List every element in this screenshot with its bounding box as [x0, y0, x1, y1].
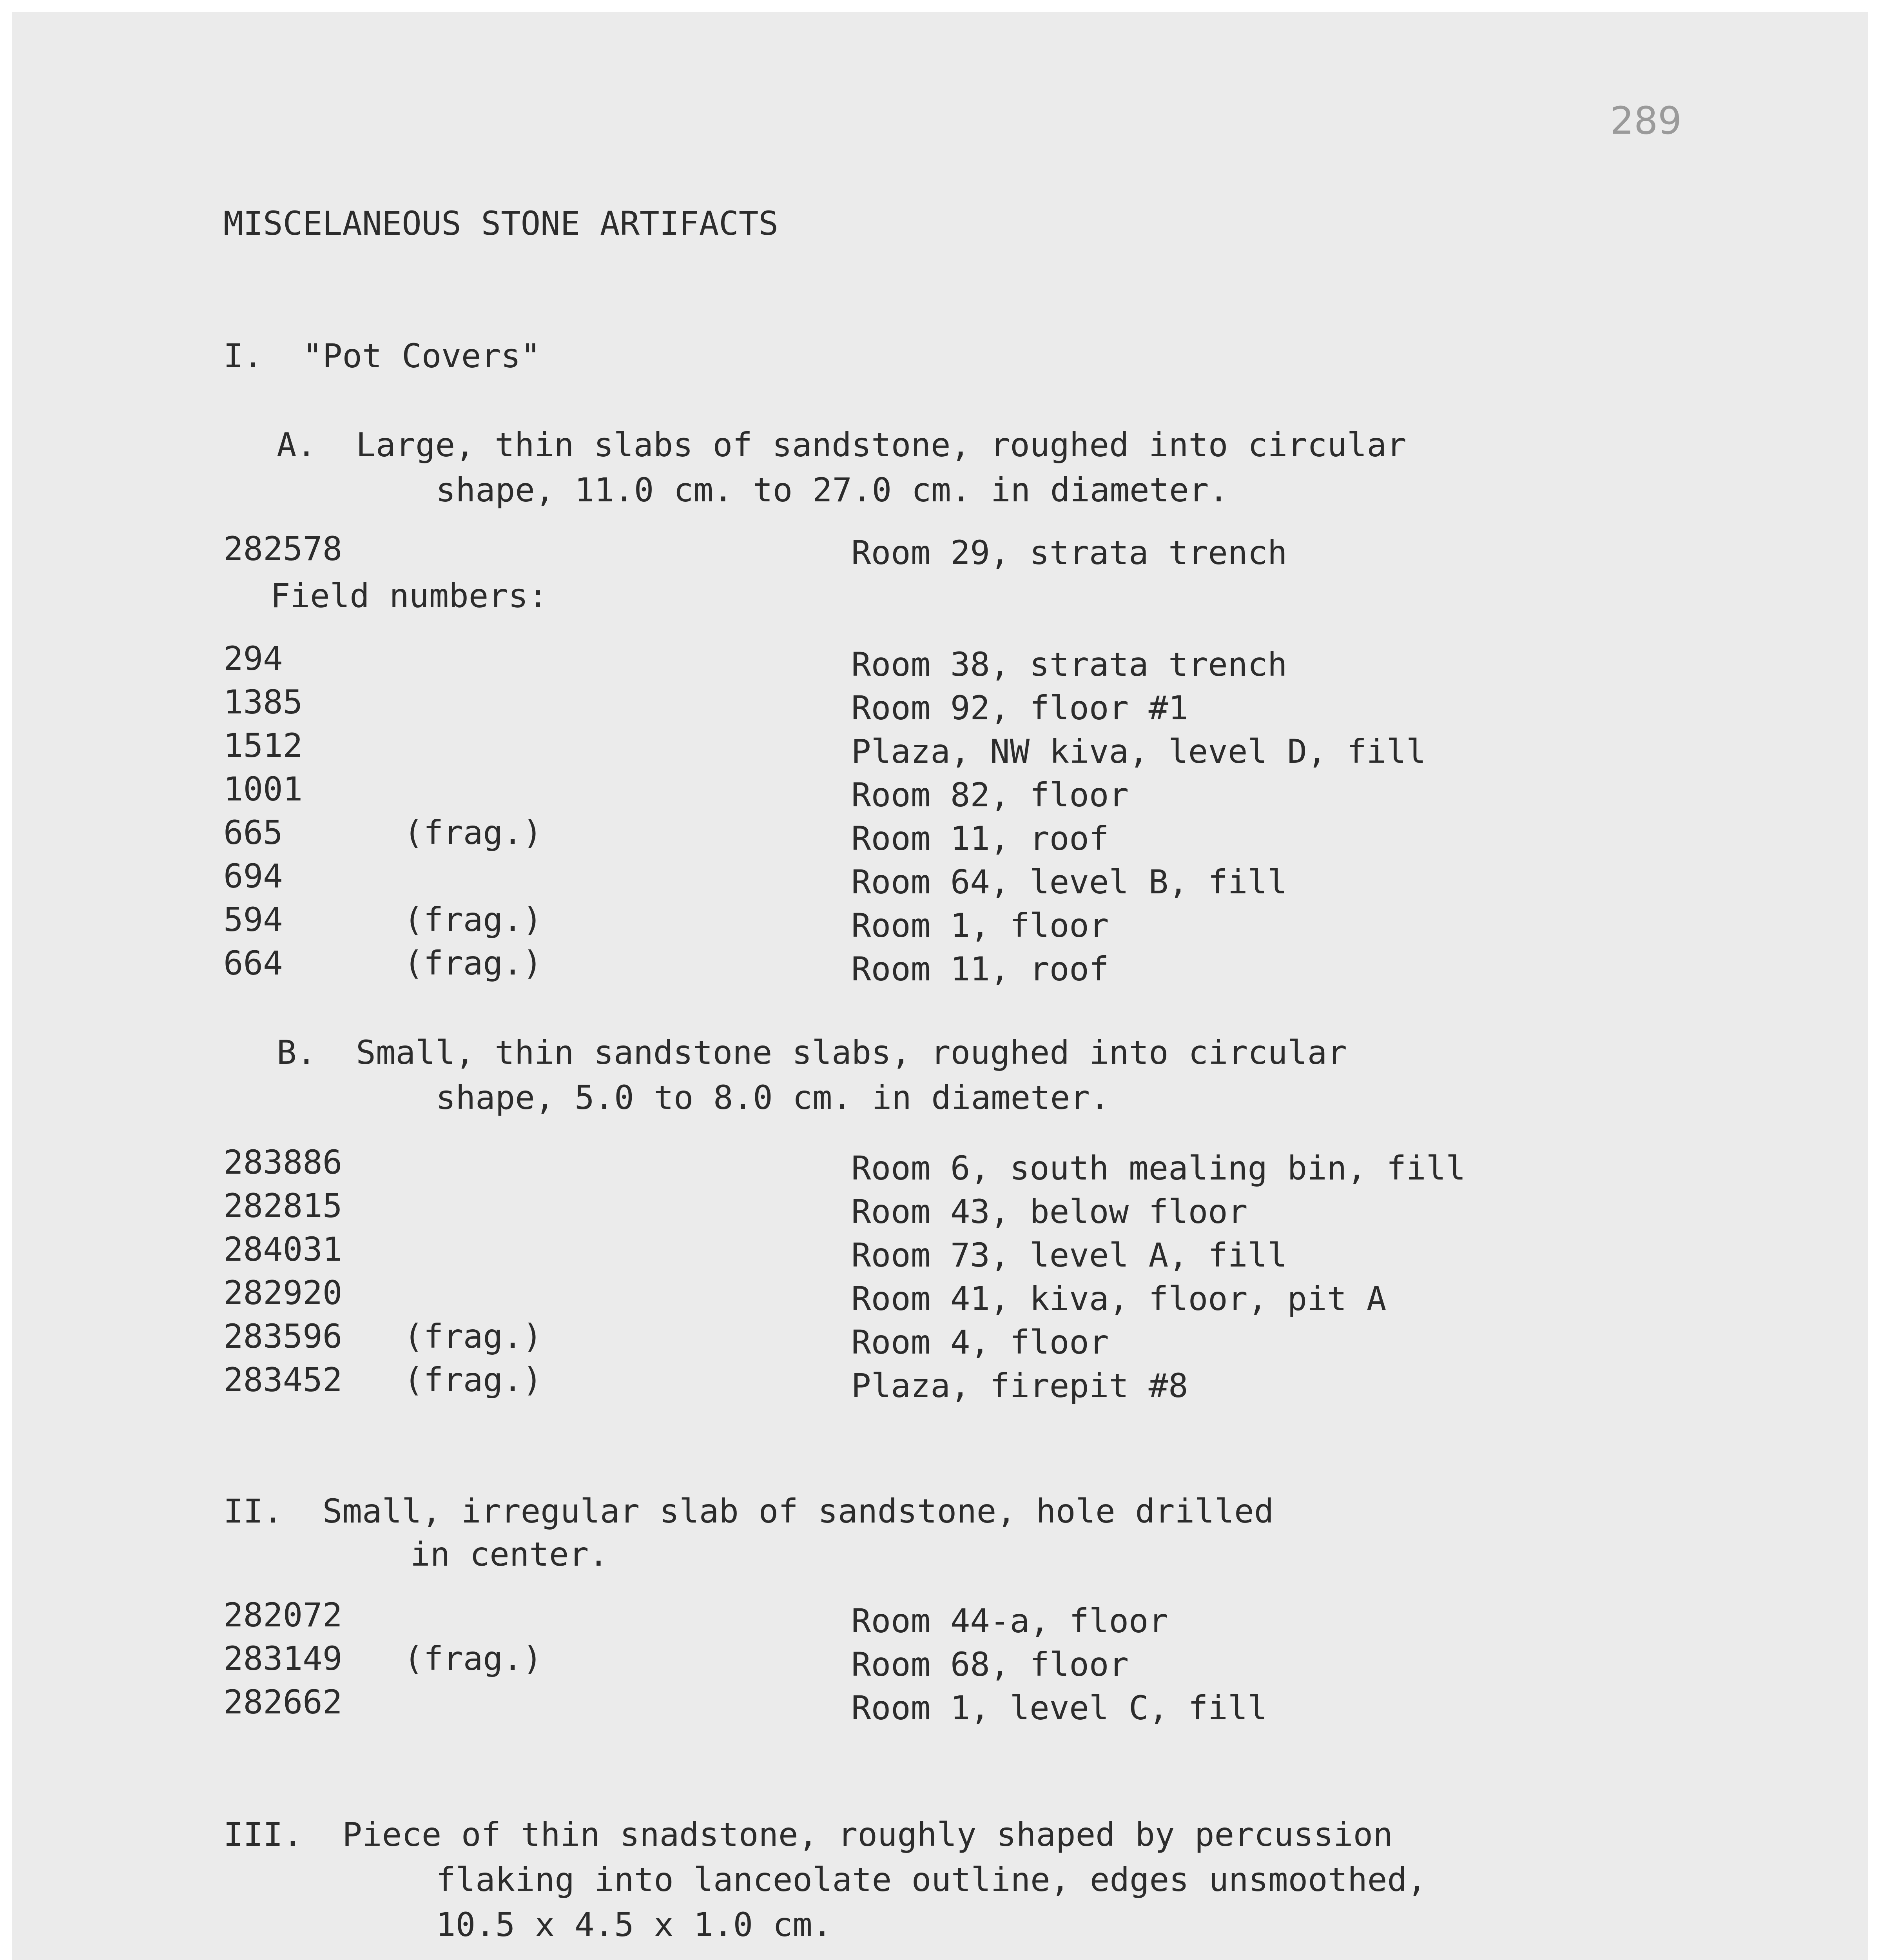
field-location: Plaza, NW kiva, level D, fill: [851, 732, 1426, 771]
catalog-location: Room 43, below floor: [851, 1192, 1248, 1231]
field-location: Room 11, roof: [851, 950, 1109, 988]
field-location: Room 1, floor: [851, 906, 1109, 945]
section-2-line1: II. Small, irregular slab of sandstone, hole drilled: [223, 1492, 1274, 1530]
catalog-number: 282072: [223, 1596, 343, 1634]
catalog-location: Room 41, kiva, floor, pit A: [851, 1279, 1387, 1318]
field-location: Room 11, roof: [851, 819, 1109, 858]
page-title: MISCELANEOUS STONE ARTIFACTS: [223, 204, 779, 243]
document-page: [12, 12, 1868, 1960]
subsection-a-line1: A. Large, thin slabs of sandstone, roughed into circular: [277, 426, 1407, 464]
field-location: Room 38, strata trench: [851, 645, 1287, 684]
field-numbers-label: Field numbers:: [270, 577, 548, 615]
catalog-location: Room 73, level A, fill: [851, 1236, 1287, 1274]
field-location: Room 92, floor #1: [851, 689, 1188, 727]
subsection-b-line2: shape, 5.0 to 8.0 cm. in diameter.: [436, 1078, 1110, 1117]
field-number: 1512: [223, 726, 303, 765]
field-number: 665: [223, 813, 283, 852]
catalog-number: 283886: [223, 1143, 343, 1181]
catalog-number: 282662: [223, 1683, 343, 1721]
catalog-number: 283149: [223, 1639, 343, 1678]
field-number: 694: [223, 857, 283, 895]
catalog-location: Room 1, level C, fill: [851, 1689, 1268, 1727]
section-2-line2: in center.: [410, 1535, 609, 1573]
section-3-line1: III. Piece of thin snadstone, roughly shaped by percussion: [223, 1815, 1393, 1854]
catalog-location: Room 29, strata trench: [851, 534, 1287, 572]
catalog-number: 282815: [223, 1187, 343, 1225]
field-location: Room 64, level B, fill: [851, 863, 1287, 901]
catalog-number: 282578: [223, 530, 343, 568]
subsection-a-line2: shape, 11.0 cm. to 27.0 cm. in diameter.: [436, 471, 1229, 509]
fragment-note: (frag.): [404, 1317, 543, 1356]
page-number: 289: [1610, 99, 1682, 143]
catalog-location: Room 6, south mealing bin, fill: [851, 1149, 1466, 1187]
field-number: 1001: [223, 770, 303, 808]
catalog-location: Plaza, firepit #8: [851, 1367, 1188, 1405]
section-1-heading: I. "Pot Covers": [223, 337, 541, 375]
field-location: Room 82, floor: [851, 776, 1129, 814]
field-number: 294: [223, 639, 283, 678]
catalog-location: Room 4, floor: [851, 1323, 1109, 1361]
catalog-number: 283596: [223, 1317, 343, 1356]
fragment-note: (frag.): [404, 944, 543, 982]
section-3-line3: 10.5 x 4.5 x 1.0 cm.: [436, 1906, 832, 1944]
catalog-location: Room 68, floor: [851, 1645, 1129, 1684]
fragment-note: (frag.): [404, 1361, 543, 1399]
fragment-note: (frag.): [404, 813, 543, 852]
field-number: 1385: [223, 683, 303, 721]
subsection-b-line1: B. Small, thin sandstone slabs, roughed into circular: [277, 1033, 1347, 1072]
catalog-location: Room 44-a, floor: [851, 1602, 1169, 1640]
fragment-note: (frag.): [404, 900, 543, 939]
section-3-line2: flaking into lanceolate outline, edges unsmoothed,: [436, 1860, 1427, 1899]
field-number: 594: [223, 900, 283, 939]
fragment-note: (frag.): [404, 1639, 543, 1678]
catalog-number: 284031: [223, 1230, 343, 1269]
field-number: 664: [223, 944, 283, 982]
catalog-number: 283452: [223, 1361, 343, 1399]
catalog-number: 282920: [223, 1274, 343, 1312]
